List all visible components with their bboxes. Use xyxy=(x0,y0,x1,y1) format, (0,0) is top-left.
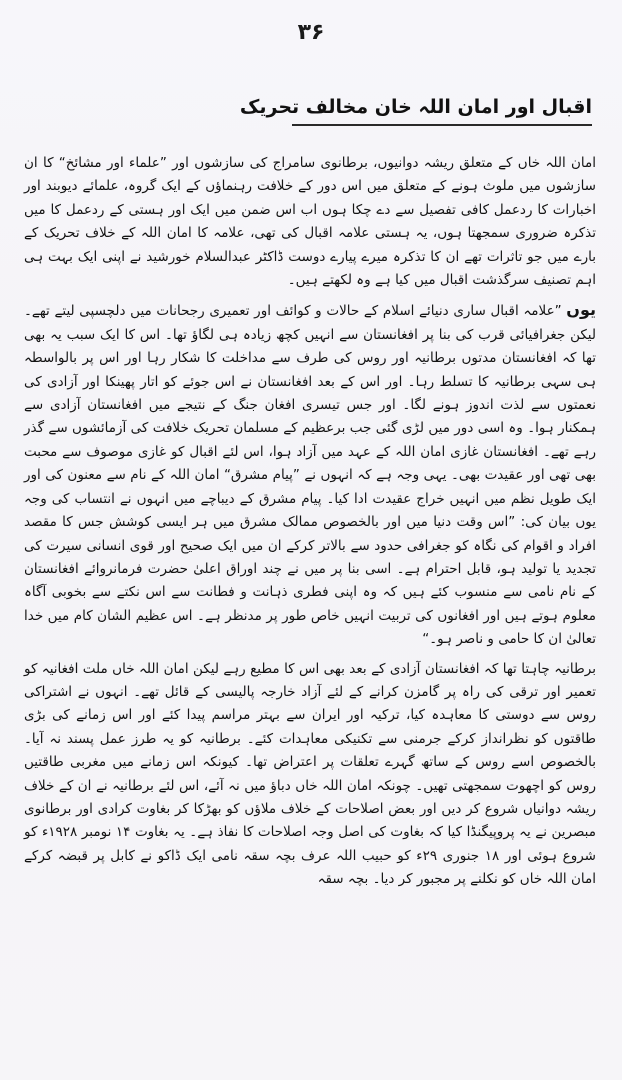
chapter-heading-block xyxy=(239,92,592,126)
paragraph-1 xyxy=(24,152,596,292)
heading-underline xyxy=(292,124,592,126)
paragraph-3-text: برطانیہ چاہتا تھا کہ افغانستان آزادی کے بعد بھی اس کا مطیع رہے لیکن امان اللہ خاں ملت افغانیہ کو تعمیر اور ترقی کی راہ پر گامزن کرانے کے لئے آزاد خارجہ پالیسی کے قائل تھے۔ انہوں نے اشتراکی روس سے دوستی کا معاہدہ کیا، ترکیہ اور ایران سے بہتر مراسم پیدا کئے اور اس زمانے کی بڑی طاقتوں کو نظرانداز کرکے جرمنی سے تکنیکی معاہدات کئے۔ برطانیہ کو یہ طرز عمل پسند نہ آیا۔ بالخصوص اسے روس کے ساتھ گہرے تعلقات پر اعتراض تھا۔ کیونکہ اس زمانے میں مغربی طاقتیں روس کو اچھوت سمجھتی تھیں۔ چونکہ امان اللہ خاں دباؤ میں نہ آئے، اس لئے برطانیہ نے ان کے خلاف ریشہ دوانیاں شروع کر دیں اور بعض اصلاحات کے خلاف ملاؤں کو بھڑکا کر بغاوت کرادی اور برطانوی مبصرین نے یہ پروپیگنڈا کیا کہ بغاوت کی اصل وجہ اصلاحات کا نفاذ ہے۔ یہ بغاوت ۱۴ نومبر ۱۹۲۸ء کو شروع ہوئی اور ۱۸ جنوری ۲۹ء کو حبیب اللہ عرف بچہ سقہ نامی ایک ڈاکو نے کابل پر قبضہ کرکے امان اللہ خاں کو نکلنے پر مجبور کر دیا۔ بچہ سقہ xyxy=(24,660,596,888)
paragraph-2 xyxy=(24,298,596,651)
paragraph-2-text: ”علامہ اقبال ساری دنیائے اسلام کے حالات و کوائف اور تعمیری رجحانات میں دلچسپی لیتے تھے۔ لیکن جغرافیائی قرب کی بنا پر افغانستان سے انہیں کچھ زیادہ ہی لگاؤ تھا۔ اس کا ایک سبب یہ بھی تھا کہ افغانستان مدتوں برطانیہ اور روس کی طرف سے مداخلت کا شکار رہا اور اس پر بالواسطہ ہی سہی برطانیہ کا تسلط رہا۔ اور اس کے بعد افغانستان نے اس جوئے کو اتار پھینکا اور آزادی کی نعمتوں سے لذت اندوز ہونے لگا۔ اور جس تیسری افغان جنگ کے نتیجے میں افغانستان آزادی سے ہمکنار ہوا۔ وہ اسی دور میں لڑی گئی جب برعظیم کے مسلمان تحریک خلافت کی آزمائشوں سے گذر رہے تھے۔ افغانستان غازی امان اللہ کے عہد میں آزاد ہوا، اس لئے اقبال کو غازی موصوف سے محبت بھی تھی اور عقیدت بھی۔ یہی وجہ ہے کہ انہوں نے ”پیام مشرق“ امان اللہ کے نام سے معنون کی اور ایک طویل نظم میں انہیں خراج عقیدت ادا کیا۔ پیام مشرق کے دیباچے میں انہوں نے انتساب کی وجہ یوں بیان کی: ”اس وقت دنیا میں اور بالخصوص ممالک مشرق میں ہر ایسی کوشش جس کا مقصد افراد و اقوام کی نگاہ کو جغرافی حدود سے بالاتر کرکے ان میں ایک صحیح اور قوی انسانی سیرت کی تجدید یا تولید ہو، قابل احترام ہے۔ اسی بنا پر میں نے چند اوراق اعلیٰ حضرت فرمانروائے افغانستان کے نام نامی سے منسوب کئے ہیں کہ وہ اپنی فطری ذہانت و فطانت سے اس نکتے سے بخوبی آگاہ معلوم ہوتے ہیں اور افغانوں کی تربیت انہیں خاص طور پر مدنظر ہے۔ اس عظیم الشان کام میں خدا تعالیٰ ان کا حامی و ناصر ہو۔“ xyxy=(24,303,596,648)
paragraph-3 xyxy=(24,658,596,892)
chapter-heading: اقبال اور امان اللہ خان مخالف تحریک xyxy=(239,96,592,118)
page-number: ۳۶ xyxy=(297,20,325,45)
paragraph-1-text: امان اللہ خاں کے متعلق ریشہ دوانیوں، برطانوی سامراج کی سازشوں اور ”علماء اور مشائخ“ کا ان سازشوں میں ملوث ہونے کے متعلق میں اس دور کے خلافت رہنماؤں کے ایک گروہ، علمائے دیوبند اور اخبارات کا ردعمل کافی تفصیل سے دے چکا ہوں اب اس ضمن میں ایک اور ہستی کے ردعمل کا میں تذکرہ ضروری سمجھتا ہوں، یہ ہستی علامہ اقبال کی تھی، علامہ کا امان اللہ کے خلاف تحریک کے بارے میں جو تاثرات تھے ان کا تذکرہ میرے پیارے دوست ڈاکٹر عبدالسلام خورشید نے اپنی ایک بہت ہی اہم تصنیف سرگذشت اقبال میں کیا ہے وہ لکھتے ہیں۔ xyxy=(24,155,596,289)
body-text xyxy=(24,152,596,892)
paragraph-2-lead-word: یوں xyxy=(566,300,596,320)
